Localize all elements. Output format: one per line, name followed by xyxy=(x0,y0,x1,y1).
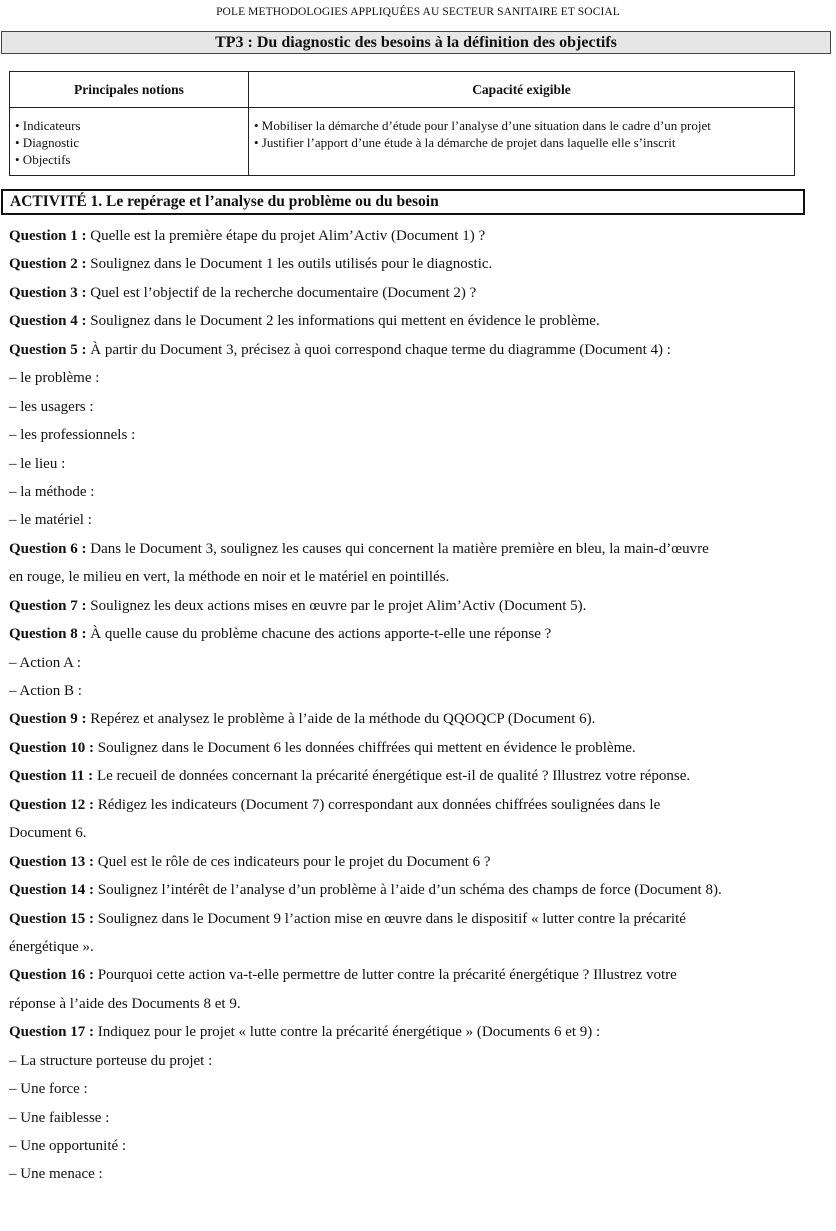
question-label: Question 10 : xyxy=(9,739,95,756)
question-label: Question 8 : xyxy=(9,626,87,643)
header-capacite-exigible: Capacité exigible xyxy=(249,72,795,108)
question-line xyxy=(9,596,824,624)
question-line xyxy=(9,795,824,823)
text-line xyxy=(9,510,824,538)
line-text: – La structure porteuse du projet : xyxy=(9,1052,213,1069)
text-line xyxy=(9,1164,824,1192)
capacity-item: • Justifier l’apport d’une étude à la démarche de projet dans laquelle elle s’inscrit xyxy=(254,135,676,150)
capacities-cell xyxy=(249,108,795,176)
question-label: Question 4 : xyxy=(9,313,87,330)
department-header: POLE METHODOLOGIES APPLIQUÉES AU SECTEUR SANITAIRE ET SOCIAL xyxy=(216,6,620,18)
text-line xyxy=(9,567,824,595)
line-text: en rouge, le milieu en vert, la méthode en noir et le matériel en pointillés. xyxy=(9,569,450,586)
question-line xyxy=(9,539,824,567)
question-label: Question 2 : xyxy=(9,256,87,273)
line-text: Soulignez les deux actions mises en œuvre par le projet Alim’Activ (Document 5). xyxy=(86,597,587,614)
line-text: Document 6. xyxy=(9,825,87,842)
line-text: – le lieu : xyxy=(9,455,66,472)
text-line xyxy=(9,1108,824,1136)
text-line xyxy=(9,823,824,851)
notion-item: • Indicateurs xyxy=(15,118,81,133)
text-line xyxy=(9,397,824,425)
question-label: Question 1 : xyxy=(9,228,87,244)
table-header-row xyxy=(10,72,795,108)
line-text: – Une opportunité : xyxy=(9,1138,127,1154)
question-label: Question 6 : xyxy=(9,540,87,557)
question-line xyxy=(9,254,824,282)
question-line xyxy=(9,880,824,908)
question-line xyxy=(9,226,824,254)
question-label: Question 5 : xyxy=(9,341,87,358)
line-text: – Action A : xyxy=(9,654,82,671)
question-line xyxy=(9,340,824,368)
line-text: Soulignez dans le Document 1 les outils utilisés pour le diagnostic. xyxy=(86,256,493,273)
line-text: Soulignez dans le Document 2 les informations qui mettent en évidence le problème. xyxy=(86,313,600,330)
header-principales-notions: Principales notions xyxy=(10,72,249,108)
text-line xyxy=(9,681,824,709)
capacity-item: • Mobiliser la démarche d’étude pour l’analyse d’une situation dans le cadre d’un projet xyxy=(254,118,711,133)
question-line xyxy=(9,283,824,311)
question-label: Question 14 : xyxy=(9,882,95,899)
line-text: Pourquoi cette action va-t-elle permettre de lutter contre la précarité énergétique ? Illustrez votre xyxy=(94,967,677,984)
question-line xyxy=(9,709,824,737)
question-line xyxy=(9,738,824,766)
line-text: Soulignez l’intérêt de l’analyse d’un problème à l’aide d’un schéma des champs de force (Document 8). xyxy=(94,882,722,899)
text-line xyxy=(9,653,824,681)
line-text: Rédigez les indicateurs (Document 7) correspondant aux données chiffrées soulignées dans le xyxy=(94,796,661,813)
notion-item: • Objectifs xyxy=(15,152,71,167)
text-line xyxy=(9,1136,824,1164)
line-text: – Une force : xyxy=(9,1081,88,1098)
text-line xyxy=(9,454,824,482)
question-line xyxy=(9,965,824,993)
text-line xyxy=(9,1079,824,1107)
page-title: TP3 : Du diagnostic des besoins à la définition des objectifs xyxy=(1,31,831,54)
line-text: Dans le Document 3, soulignez les causes qui concernent la matière première en bleu, la main-d’œuvre xyxy=(86,540,709,557)
text-line xyxy=(9,1051,824,1079)
text-line xyxy=(9,368,824,396)
text-line xyxy=(9,937,824,965)
activity-title: ACTIVITÉ 1. Le repérage et l’analyse du problème ou du besoin xyxy=(1,189,805,215)
question-label: Question 15 : xyxy=(9,910,95,927)
line-text: Soulignez dans le Document 9 l’action mise en œuvre dans le dispositif « lutter contre la précarité xyxy=(94,910,686,927)
line-text: Repérez et analysez le problème à l’aide de la méthode du QQOQCP (Document 6). xyxy=(86,711,596,728)
text-line xyxy=(9,994,824,1022)
line-text: À quelle cause du problème chacune des actions apporte-t-elle une réponse ? xyxy=(86,626,552,643)
question-line xyxy=(9,311,824,339)
question-line xyxy=(9,909,824,937)
line-text: – les usagers : xyxy=(9,398,94,415)
question-label: Question 16 : xyxy=(9,967,95,984)
line-text: Quel est le rôle de ces indicateurs pour le projet du Document 6 ? xyxy=(94,853,491,870)
question-line xyxy=(9,852,824,880)
line-text: – les professionnels : xyxy=(9,427,136,444)
notion-item: • Diagnostic xyxy=(15,135,80,150)
line-text: Soulignez dans le Document 6 les données chiffrées qui mettent en évidence le problème. xyxy=(94,739,636,756)
text-line xyxy=(9,425,824,453)
line-text: Quelle est la première étape du projet Alim’Activ (Document 1) ? xyxy=(86,228,486,244)
question-line xyxy=(9,624,824,652)
line-text: Indiquez pour le projet « lutte contre la précarité énergétique » (Documents 6 et 9) : xyxy=(94,1024,601,1041)
notions-table xyxy=(9,71,795,176)
line-text: – la méthode : xyxy=(9,483,95,500)
question-label: Question 13 : xyxy=(9,853,95,870)
line-text: – le problème : xyxy=(9,370,100,387)
line-text: À partir du Document 3, précisez à quoi correspond chaque terme du diagramme (Document 4) : xyxy=(86,341,671,358)
question-line xyxy=(9,766,824,794)
line-text: – Action B : xyxy=(9,683,82,699)
line-text: Quel est l’objectif de la recherche documentaire (Document 2) ? xyxy=(86,284,477,301)
notions-cell xyxy=(10,108,249,176)
questions-list xyxy=(9,226,824,1193)
question-label: Question 17 : xyxy=(9,1024,95,1041)
question-label: Question 11 : xyxy=(9,768,94,785)
line-text: – Une faiblesse : xyxy=(9,1109,110,1126)
line-text: énergétique ». xyxy=(9,938,94,955)
line-text: réponse à l’aide des Documents 8 et 9. xyxy=(9,995,241,1012)
question-label: Question 12 : xyxy=(9,796,95,813)
table-row xyxy=(10,108,795,176)
question-label: Question 9 : xyxy=(9,711,87,728)
question-line xyxy=(9,1022,824,1050)
text-line xyxy=(9,482,824,510)
line-text: Le recueil de données concernant la précarité énergétique est-il de qualité ? Illustrez votre réponse. xyxy=(93,768,691,785)
line-text: – le matériel : xyxy=(9,512,92,529)
question-label: Question 7 : xyxy=(9,597,87,614)
question-label: Question 3 : xyxy=(9,284,87,301)
line-text: – Une menace : xyxy=(9,1166,103,1183)
